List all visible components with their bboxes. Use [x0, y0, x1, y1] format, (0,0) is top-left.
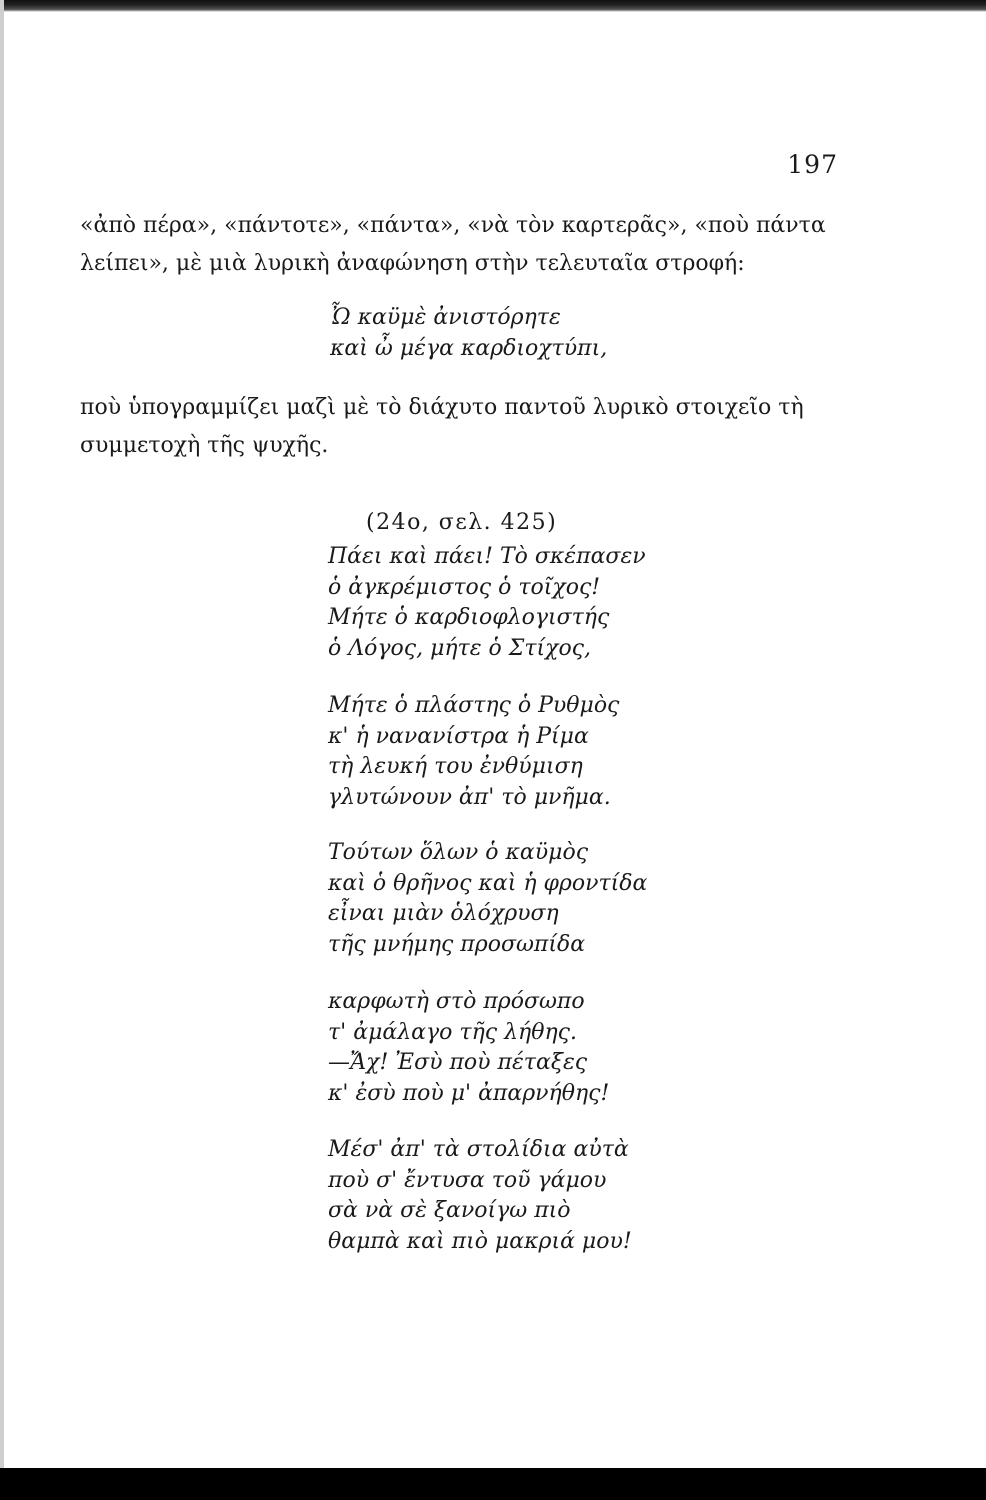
page-number: 197 [787, 150, 838, 179]
stanza-4-line-4: κ' ἐσὺ ποὺ μ' ἀπαρνήθης! [328, 1080, 610, 1106]
stanza-4-line-2: τ' ἀμάλαγο τῆς λήθης. [328, 1019, 577, 1045]
paragraph-1 [80, 207, 840, 283]
stanza-5-line-1: Μέσ' ἀπ' τὰ στολίδια αὐτὰ [328, 1137, 629, 1162]
paragraph-1-line-2: λείπει», μὲ μιὰ λυρικὴ ἀναφώνηση στὴν τελευταῖα στροφή: [80, 251, 745, 276]
stanza-4-line-3: —Ἄχ! Ἐσὺ ποὺ πέταξες [328, 1050, 588, 1075]
stanza-1-line-4: ὁ Λόγος, μήτε ὁ Στίχος, [328, 635, 592, 661]
stanza-3-line-4: τῆς μνήμης προσωπίδα [328, 931, 586, 957]
paragraph-1-line-1: «ἀπὸ πέρα», «πάντοτε», «πάντα», «νὰ τὸν καρτερᾶς», «ποὺ πάντα [80, 213, 826, 238]
paragraph-2 [80, 389, 840, 465]
poem-stanza-4 [328, 987, 609, 1109]
stanza-1-line-1: Πάει καὶ πάει! Τὸ σκέπασεν [328, 544, 646, 569]
quoted-verse [330, 302, 607, 364]
quoted-verse-line-1: Ὦ καϋμὲ ἀνιστόρητε [330, 305, 561, 330]
scan-bottom-edge [0, 1468, 986, 1500]
stanza-3-line-1: Τούτων ὅλων ὁ καϋμὸς [328, 840, 589, 865]
stanza-2-line-3: τὴ λευκή του ἐνθύμιση [328, 754, 583, 779]
stanza-3-line-3: εἶναι μιὰν ὁλόχρυση [328, 901, 559, 926]
stanza-5-line-4: θαμπὰ καὶ πιὸ μακριά μου! [328, 1228, 632, 1254]
paragraph-2-line-1: ποὺ ὑπογραμμίζει μαζὶ μὲ τὸ διάχυτο παντοῦ λυρικὸ στοιχεῖο τὴ [80, 395, 804, 420]
stanza-5-line-2: ποὺ σ' ἔντυσα τοῦ γάμου [328, 1167, 607, 1193]
scan-top-edge [0, 0, 986, 12]
scan-left-edge [0, 0, 4, 1500]
stanza-2-line-1: Μήτε ὁ πλάστης ὁ Ρυθμὸς [328, 693, 620, 718]
stanza-2-line-2: κ' ἡ νανανίστρα ἡ Ρίμα [328, 723, 589, 749]
poem-stanza-1 [328, 542, 646, 664]
stanza-4-line-1: καρφωτὴ στὸ πρόσωπο [328, 989, 585, 1014]
stanza-2-line-4: γλυτώνουν ἀπ' τὸ μνῆμα. [328, 784, 611, 810]
poem-stanza-5 [328, 1135, 632, 1257]
poem-stanza-2 [328, 691, 619, 813]
quoted-verse-line-2: καὶ ὦ μέγα καρδιοχτύπι, [330, 336, 608, 361]
stanza-3-line-2: καὶ ὁ θρῆνος καὶ ἡ φροντίδα [328, 870, 648, 896]
citation: (24ο, σελ. 425) [366, 510, 558, 535]
stanza-5-line-3: σὰ νὰ σὲ ξανοίγω πιὸ [328, 1198, 571, 1223]
paragraph-2-line-2: συμμετοχὴ τῆς ψυχῆς. [80, 433, 329, 458]
poem-stanza-3 [328, 838, 647, 960]
stanza-1-line-3: Μήτε ὁ καρδιοφλογιστής [328, 605, 610, 630]
stanza-1-line-2: ὁ ἀγκρέμιστος ὁ τοῖχος! [328, 574, 601, 600]
